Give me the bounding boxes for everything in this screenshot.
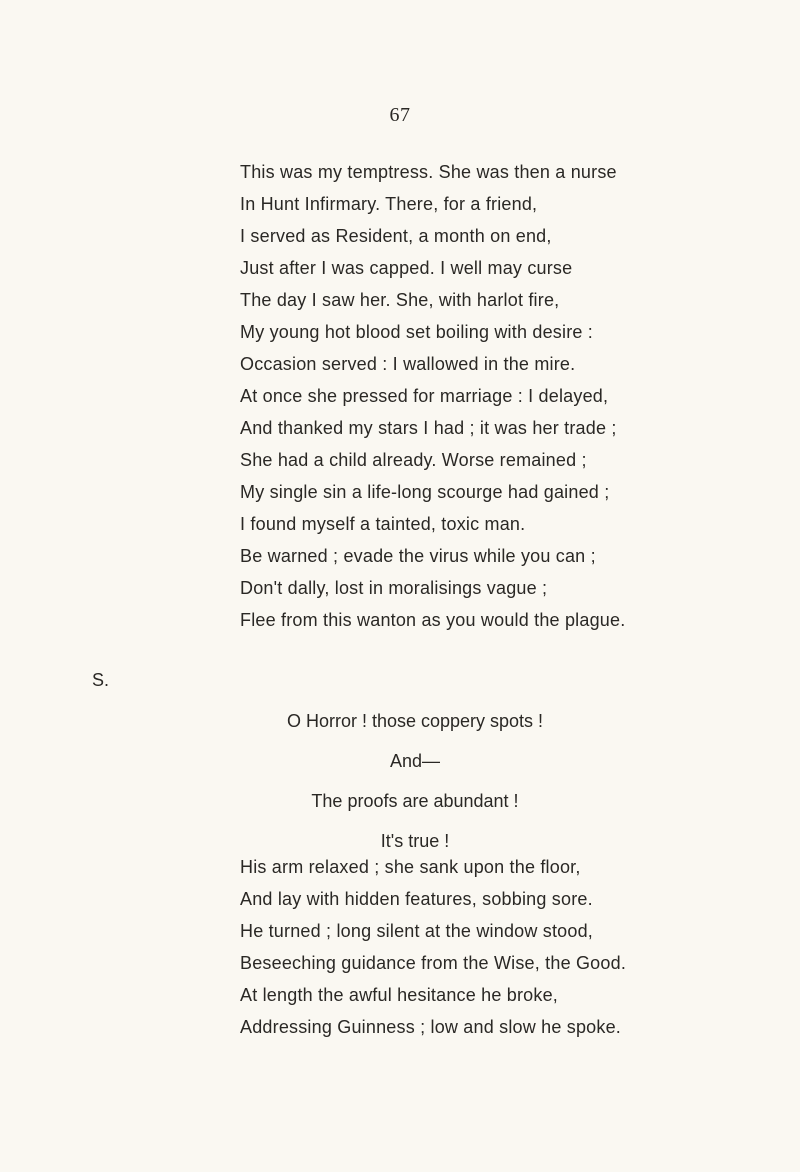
poem-line: The day I saw her. She, with harlot fire,: [240, 290, 560, 310]
poem-line: At length the awful hesitance he broke,: [240, 985, 559, 1005]
poem-line: I found myself a tainted, toxic man.: [240, 514, 526, 534]
poem-line: Beseeching guidance from the Wise, the Good.: [240, 953, 627, 973]
poem-line: The proofs are abundant !: [311, 791, 519, 811]
poem-line: His arm relaxed ; she sank upon the floor,: [240, 857, 581, 877]
poem-stanza-1: [240, 156, 625, 636]
poem-line: Occasion served : I wallowed in the mire.: [240, 354, 576, 374]
poem-stanza-3: [240, 851, 626, 1043]
poem-line: And lay with hidden features, sobbing sore.: [240, 889, 593, 909]
poem-line: In Hunt Infirmary. There, for a friend,: [240, 194, 538, 214]
poem-line: He turned ; long silent at the window stood,: [240, 921, 594, 941]
poem-line: Flee from this wanton as you would the plague.: [240, 610, 626, 630]
poem-line: My young hot blood set boiling with desire :: [240, 322, 593, 342]
poem-line: It's true !: [380, 831, 450, 851]
poem-line: I served as Resident, a month on end,: [240, 226, 552, 246]
speaker-label: S.: [92, 670, 110, 690]
poem-line: This was my temptress. She was then a nurse: [240, 162, 617, 182]
page-number: 67: [389, 104, 411, 126]
poem-line: And thanked my stars I had ; it was her trade ;: [240, 418, 617, 438]
poem-stanza-2: [240, 701, 590, 861]
poem-line: She had a child already. Worse remained ;: [240, 450, 587, 470]
poem-line: Be warned ; evade the virus while you can ;: [240, 546, 596, 566]
poem-line: Addressing Guinness ; low and slow he spoke.: [240, 1017, 622, 1037]
poem-line: Don't dally, lost in moralisings vague ;: [240, 578, 548, 598]
poem-line: And—: [389, 751, 441, 771]
poem-line: Just after I was capped. I well may curse: [240, 258, 573, 278]
poem-line: O Horror ! those coppery spots !: [286, 711, 544, 731]
poem-line: My single sin a life-long scourge had gained ;: [240, 482, 610, 502]
poem-line: At once she pressed for marriage : I delayed,: [240, 386, 609, 406]
